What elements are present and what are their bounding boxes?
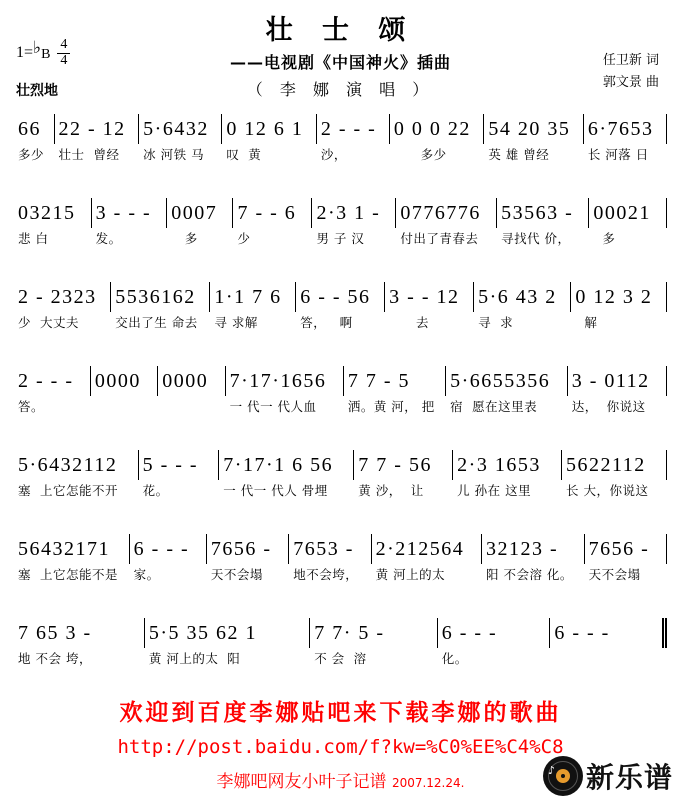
music-note-icon: ♪	[547, 764, 556, 777]
measure-lyrics: 多少	[18, 147, 45, 162]
measure-lyrics: 儿 孙在 这里	[457, 483, 532, 498]
measure-lyrics	[550, 650, 667, 667]
measure-notes: 32123 -	[482, 534, 585, 564]
measure-lyrics: 寻找代 价，	[501, 231, 571, 246]
measure-notes: 7 7· 5 -	[310, 618, 438, 648]
measure-notes: 3 - - 12	[385, 282, 474, 312]
download-url-link[interactable]: http://post.baidu.com/f?kw=%C0%EE%C4%C8	[117, 736, 564, 758]
measure	[55, 114, 140, 163]
measure	[584, 114, 667, 163]
performer-line: （ 李 娜 演 唱 ）	[246, 80, 435, 99]
measure	[14, 366, 91, 415]
measure-notes: 7656 -	[585, 534, 667, 564]
key-time-signature	[16, 38, 70, 68]
measure-lyrics: 达， 你说这	[571, 399, 646, 414]
measure	[14, 450, 139, 499]
measure-lyrics: 多少	[393, 147, 447, 162]
measure	[14, 618, 145, 667]
measure-notes: 2·3 1653	[453, 450, 562, 480]
measure-notes: 00021	[589, 198, 667, 228]
measure-notes: 0 12 6 1	[222, 114, 317, 144]
measure-notes: 22 - 12	[55, 114, 140, 144]
measure-lyrics: 交出了生 命去	[115, 315, 198, 330]
measure	[453, 450, 562, 499]
measure-notes: 2 - 2323	[14, 282, 111, 312]
measure-lyrics: 男 子 汉	[316, 231, 365, 246]
measure	[222, 114, 317, 163]
flat-sign-icon: ♭	[33, 38, 42, 58]
credits	[603, 50, 659, 94]
measure-notes: 5·6 43 2	[474, 282, 571, 312]
measure-notes: 0000	[158, 366, 225, 396]
measure-lyrics: 少 大丈夫	[18, 315, 79, 330]
measure-lyrics: 天不会塌	[588, 567, 641, 582]
measure	[158, 366, 225, 415]
measure-lyrics: 叹 黄	[226, 147, 262, 162]
measure-lyrics: 洒。黄 河， 把	[347, 399, 435, 414]
score-line	[14, 534, 667, 618]
measure	[568, 366, 667, 415]
measure-notes: 5·6432	[139, 114, 222, 144]
measure-lyrics: 寻 求解	[214, 315, 258, 330]
measure	[344, 366, 446, 415]
score-line	[14, 114, 667, 198]
measure	[317, 114, 390, 163]
measure-lyrics: 英 雄 曾经	[488, 147, 550, 162]
measure-notes: 7656 -	[207, 534, 289, 564]
time-signature	[57, 38, 70, 68]
measure	[130, 534, 207, 583]
measure	[446, 366, 568, 415]
measure-notes: 7 7 - 56	[354, 450, 453, 480]
measure-notes: 5 - - -	[139, 450, 220, 480]
score-line	[14, 282, 667, 366]
tempo-marking: 壮烈地	[16, 83, 58, 99]
score-line	[14, 618, 667, 702]
measure-lyrics: 地 不会 垮，	[18, 651, 92, 666]
measure-lyrics: 一 代一 代人血	[229, 399, 317, 414]
measure	[139, 114, 222, 163]
measure-lyrics: 黄 沙， 让	[358, 483, 424, 498]
measure-lyrics: 壮士 曾经	[58, 147, 120, 162]
measure-notes: 6 - - -	[550, 618, 667, 648]
measure	[585, 534, 667, 583]
measure-notes: 5·5 35 62 1	[145, 618, 310, 648]
measure-notes: 56432171	[14, 534, 130, 564]
measure-notes: 0 12 3 2	[571, 282, 667, 312]
measure	[482, 534, 585, 583]
measure-notes: 7·17·1656	[226, 366, 344, 396]
key-prefix: 1=	[16, 44, 34, 62]
measure	[562, 450, 667, 499]
measure-lyrics: 长 河落 日	[587, 147, 649, 162]
measure	[91, 366, 158, 415]
measure-lyrics: 多	[593, 231, 616, 246]
measure	[354, 450, 453, 499]
measure	[390, 114, 485, 163]
measure-lyrics: 付出了青春去	[400, 231, 479, 246]
measure	[145, 618, 310, 667]
measure-notes: 6·7653	[584, 114, 667, 144]
measure-lyrics: 长 大，你说这	[566, 483, 649, 498]
measure	[550, 618, 667, 667]
measure	[312, 198, 396, 247]
measure-lyrics: 黄 河上的太	[375, 567, 446, 582]
vinyl-hole	[561, 774, 565, 778]
measure-notes: 3 - - -	[92, 198, 168, 228]
time-numerator: 4	[57, 38, 70, 54]
score-line	[14, 450, 667, 534]
measure	[289, 534, 371, 583]
measure	[111, 282, 210, 331]
lyricist-credit: 任卫新 词	[602, 53, 659, 68]
measure-lyrics: 沙，	[320, 147, 347, 162]
measure-notes: 1·1 7 6	[210, 282, 296, 312]
measure-lyrics: 解	[575, 315, 598, 330]
measure	[207, 534, 289, 583]
measure	[385, 282, 474, 331]
measure-notes: 0776776	[396, 198, 497, 228]
time-denominator: 4	[60, 52, 68, 68]
measure-notes: 7653 -	[289, 534, 371, 564]
site-logo-text: 新乐谱	[585, 761, 673, 794]
measure-lyrics: 塞 上它怎能不是	[18, 567, 118, 582]
measure-notes: 2·212564	[372, 534, 482, 564]
measure-notes: 0000	[91, 366, 158, 396]
measure	[310, 618, 438, 667]
key-letter: B	[41, 47, 51, 63]
measure-notes: 2 - - -	[317, 114, 390, 144]
score	[14, 114, 667, 702]
measure-notes: 7 - - 6	[233, 198, 312, 228]
measure-lyrics: 宿 愿在这里表	[450, 399, 538, 414]
measure	[233, 198, 312, 247]
measure-notes: 0 0 0 22	[390, 114, 485, 144]
measure-notes: 03215	[14, 198, 92, 228]
transcription-date: 2007.12.24.	[391, 776, 465, 790]
measure-notes: 2·3 1 -	[312, 198, 396, 228]
measure	[14, 198, 92, 247]
song-subtitle: ——电视剧《中国神火》插曲	[229, 53, 451, 72]
measure	[14, 114, 55, 163]
measure	[210, 282, 296, 331]
measure-lyrics: 答。	[18, 399, 45, 414]
measure-notes: 53563 -	[497, 198, 589, 228]
measure	[372, 534, 482, 583]
measure-notes: 6 - - -	[130, 534, 207, 564]
promo-text: 欢迎到百度李娜贴吧来下载李娜的歌曲	[119, 700, 562, 726]
measure-lyrics: 家。	[133, 567, 160, 582]
measure-notes: 5·6432112	[14, 450, 139, 480]
measure-lyrics: 一 代一 代人 骨埋	[223, 483, 328, 498]
measure	[92, 198, 168, 247]
measure-lyrics: 悲 白	[18, 231, 49, 246]
measure	[296, 282, 385, 331]
measure-lyrics	[91, 398, 158, 415]
measure-lyrics: 花。	[142, 483, 169, 498]
measure-lyrics	[158, 398, 225, 415]
measure	[571, 282, 667, 331]
measure-notes: 2 - - -	[14, 366, 91, 396]
footer	[0, 694, 681, 792]
measure	[14, 282, 111, 331]
measure	[226, 366, 344, 415]
measure-lyrics: 塞 上它怎能不开	[18, 483, 118, 498]
measure-notes: 5·6655356	[446, 366, 568, 396]
measure	[219, 450, 354, 499]
measure	[14, 534, 130, 583]
measure-lyrics: 少	[237, 231, 251, 246]
measure	[589, 198, 667, 247]
song-title: 壮 士 颂	[265, 15, 416, 46]
measure	[396, 198, 497, 247]
measure-notes: 66	[14, 114, 55, 144]
measure	[438, 618, 551, 667]
measure-lyrics: 冰 河铁 马	[143, 147, 205, 162]
measure	[497, 198, 589, 247]
measure-lyrics: 答， 啊	[300, 315, 353, 330]
measure-lyrics: 黄 河上的太 阳	[148, 651, 241, 666]
score-line	[14, 198, 667, 282]
measure-lyrics: 天不会塌	[210, 567, 263, 582]
measure-notes: 54 20 35	[484, 114, 584, 144]
vinyl-record-icon	[543, 756, 583, 796]
measure-lyrics: 地不会垮，	[293, 567, 359, 582]
measure	[484, 114, 584, 163]
measure-lyrics: 阳 不会溶 化。	[485, 567, 573, 582]
composer-credit: 郭文景 曲	[602, 75, 659, 91]
measure-notes: 7 7 - 5	[344, 366, 446, 396]
measure-lyrics: 寻 求	[478, 315, 514, 330]
measure-notes: 7 65 3 -	[14, 618, 145, 648]
measure-notes: 5622112	[562, 450, 667, 480]
measure-notes: 0007	[167, 198, 233, 228]
transcriber-name: 李娜吧网友小叶子记谱	[216, 772, 387, 792]
measure-notes: 6 - - -	[438, 618, 551, 648]
measure-lyrics: 化。	[441, 651, 468, 666]
score-line	[14, 366, 667, 450]
measure	[167, 198, 233, 247]
measure-lyrics: 去	[389, 315, 430, 330]
measure	[474, 282, 571, 331]
measure	[139, 450, 220, 499]
measure-lyrics: 不 会 溶	[314, 651, 367, 666]
measure-lyrics: 发。	[95, 231, 122, 246]
site-logo	[543, 756, 673, 796]
measure-notes: 6 - - 56	[296, 282, 385, 312]
measure-notes: 3 - 0112	[568, 366, 667, 396]
measure-lyrics: 多	[171, 231, 198, 246]
measure-notes: 5536162	[111, 282, 210, 312]
measure-notes: 7·17·1 6 56	[219, 450, 354, 480]
